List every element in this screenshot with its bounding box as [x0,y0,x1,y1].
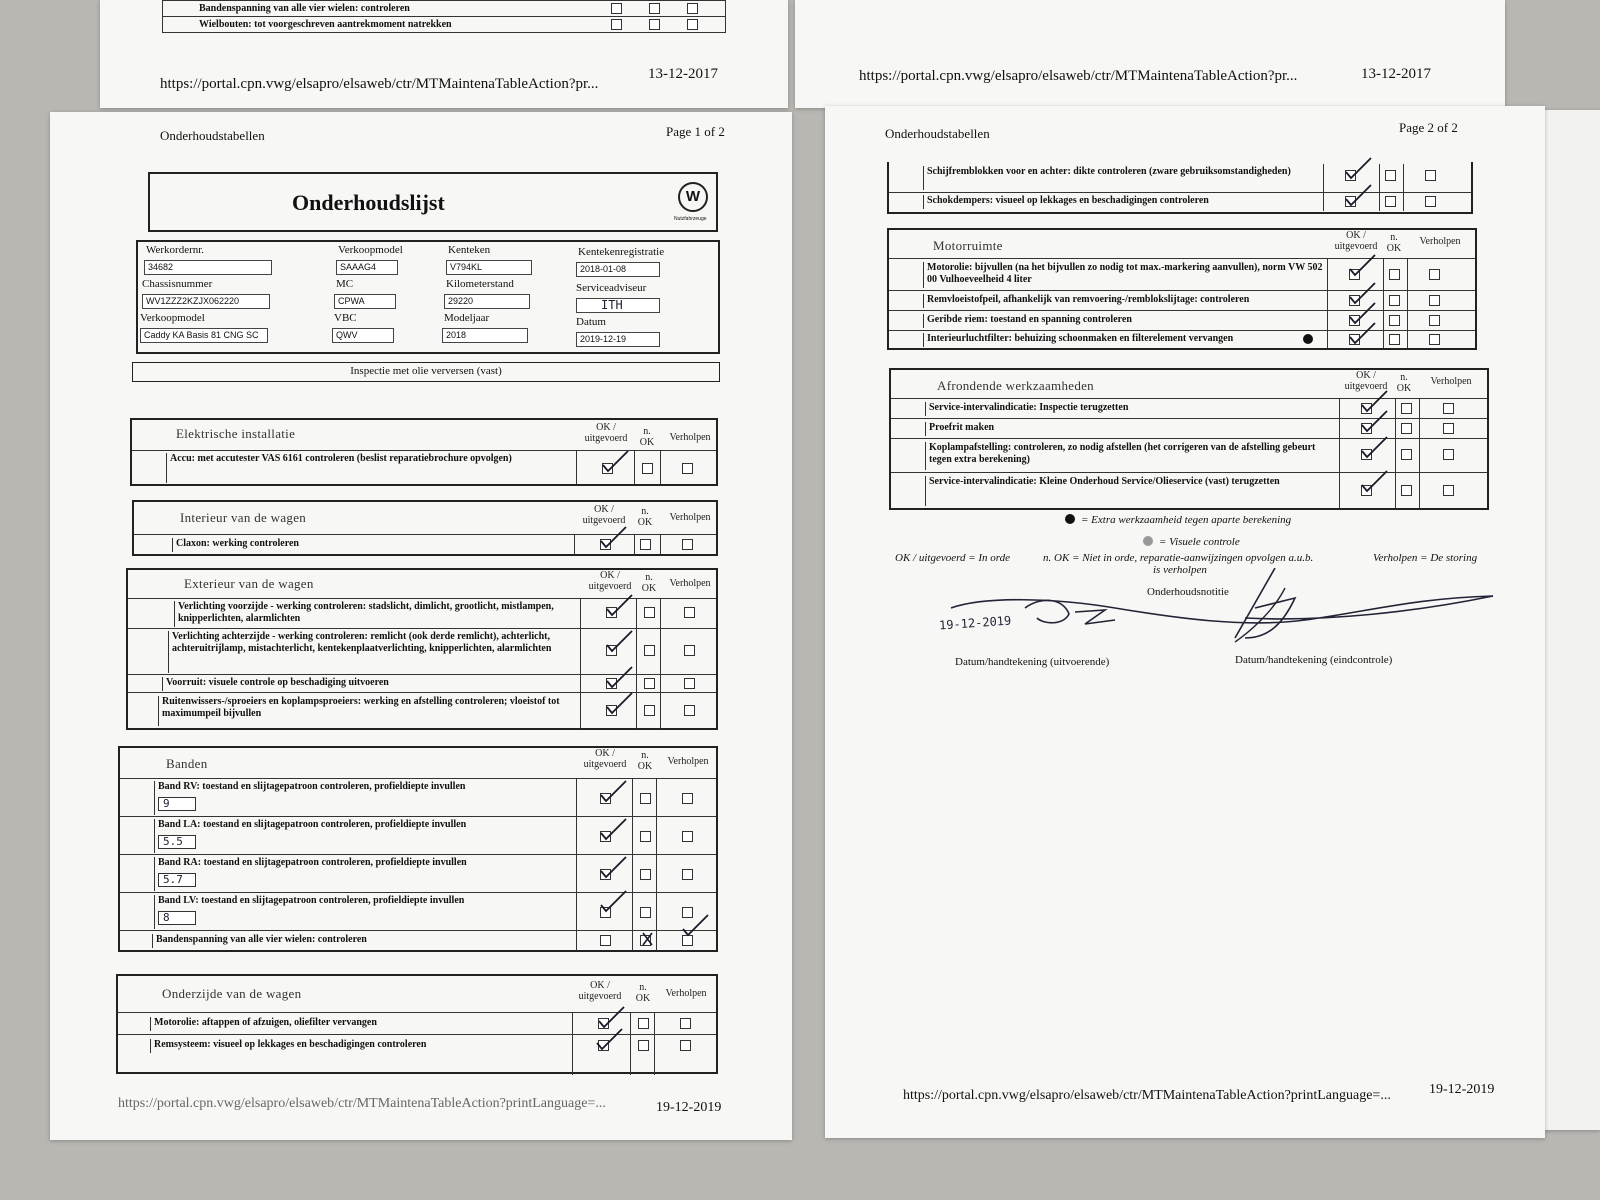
verholpen-checkbox[interactable] [682,793,693,804]
kentekenregistratie-label: Kentekenregistratie [578,246,665,258]
footer-date: 19-12-2019 [1429,1082,1495,1097]
nok-checkbox[interactable] [640,869,651,880]
nok-checkbox[interactable] [638,1018,649,1029]
vw-logo-subtitle: Nutzfahrzeuge [674,216,707,222]
kenteken-label: Kenteken [448,244,491,256]
verkoopmodel2-label: Verkoopmodel [140,312,205,324]
werkordernr-label: Werkordernr. [146,244,205,256]
col-header-ok: OK / uitgevoerd [584,422,628,444]
signature-label-executor: Datum/handtekening (uitvoerende) [955,656,1110,668]
ok-checkbox[interactable] [611,19,622,30]
verholpen-checkbox[interactable] [1425,196,1436,207]
kentekenregistratie-field[interactable]: 2018-01-08 [576,262,660,277]
col-header-verholpen: Verholpen [1419,236,1461,247]
col-header-nok: n. OK [641,572,657,594]
table-row [891,418,1487,438]
page-title: Onderhoudslijst [292,190,445,215]
verholpen-checkbox[interactable] [1425,170,1436,181]
ok-checkbox[interactable] [1361,403,1372,414]
section-banden [118,746,718,952]
footer-url: https://portal.cpn.vwg/elsapro/elsaweb/ctr/MTMaintenaTableAction?pr... [859,68,1298,84]
col-header-nok: n. OK [637,750,653,772]
table-row [120,854,716,892]
kilometerstand-label: Kilometerstand [446,278,514,290]
col-header-ok: OK / uitgevoerd [1334,230,1378,252]
table-row [891,438,1487,472]
nok-checkbox[interactable] [640,907,651,918]
ok-checkbox[interactable] [1349,315,1360,326]
verholpen-checkbox[interactable] [687,3,698,14]
footer-url: https://portal.cpn.vwg/elsapro/elsaweb/ctr/MTMaintenaTableAction?pr... [160,76,599,92]
chassisnummer-label: Chassisnummer [142,278,213,290]
col-header-ok: OK / uitgevoerd [588,570,632,592]
ok-checkbox[interactable] [598,1018,609,1029]
item-label: Band RV: toestand en slijtagepatroon controleren, profieldiepte invullen [154,781,574,815]
item-label: Verlichting achterzijde - werking controleren: remlicht (ook derde remlicht), achterlicht, achteruitrijlamp, mistachterlicht, kentekenplaatverlichting, knipperlichten, alarmlichten [168,631,578,673]
mc-label: MC [336,278,354,290]
col-header-ok: OK / uitgevoerd [578,980,622,1002]
nok-checkbox[interactable] [640,539,651,550]
table-row [118,1012,716,1034]
section-title: Exterieur van de wagen [184,576,314,591]
table-row [891,398,1487,418]
col-header-verholpen: Verholpen [669,578,711,589]
previous-page-strip-right [795,0,1505,108]
title-box [148,172,718,232]
ok-checkbox[interactable] [600,539,611,550]
table-row [889,290,1475,310]
table-row [128,692,716,728]
nok-checkbox[interactable] [638,1040,649,1051]
tread-depth-field[interactable]: 5.7 [158,873,196,887]
item-label: Interieurluchtfilter: behuizing schoonmaken en filterelement vervangen [923,333,1325,347]
nok-checkbox[interactable] [1385,170,1396,181]
ok-checkbox[interactable] [606,705,617,716]
vbc-field[interactable]: QWV [332,328,394,343]
verholpen-checkbox[interactable] [682,907,693,918]
page-number: Page 1 of 2 [666,124,725,139]
nok-checkbox[interactable] [1401,449,1412,460]
verkoopmodel-field[interactable]: SAAAG4 [336,260,398,275]
maintenance-page-2 [825,106,1545,1138]
ok-checkbox[interactable] [600,907,611,918]
signature-date: 19-12-2019 [938,613,1012,633]
verholpen-checkbox[interactable] [682,935,693,946]
verholpen-checkbox[interactable] [682,831,693,842]
nok-checkbox[interactable] [640,831,651,842]
ok-checkbox[interactable] [1345,170,1356,181]
table-row [134,534,716,554]
verholpen-checkbox[interactable] [680,1040,691,1051]
table-row [132,450,716,484]
col-header-nok: n. OK [1386,232,1402,254]
legend-ok: OK / uitgevoerd = In orde [895,552,1011,564]
verholpen-checkbox[interactable] [1443,423,1454,434]
previous-page-table [162,0,726,33]
document-header: Onderhoudstabellen [160,128,265,143]
ok-checkbox[interactable] [1361,449,1372,460]
vw-logo: W [678,182,708,212]
nok-checkbox[interactable] [1389,315,1400,326]
ok-checkbox[interactable] [1349,334,1360,345]
section-title: Onderzijde van de wagen [162,986,302,1001]
legend-verholpen: Verholpen = De storing [1373,552,1478,564]
maintenance-note-label: Onderhoudsnotitie [1147,586,1229,598]
verholpen-checkbox[interactable] [1443,485,1454,496]
section-title: Elektrische installatie [176,426,296,441]
col-header-ok: OK / uitgevoerd [583,748,627,770]
signature-label-final-check: Datum/handtekening (eindcontrole) [1235,654,1393,666]
item-label: Proefrit maken [925,422,1335,436]
nok-checkbox[interactable] [1401,485,1412,496]
verholpen-checkbox[interactable] [1429,315,1440,326]
vehicle-info-box [136,240,720,354]
nok-checkbox[interactable] [649,19,660,30]
table-row [889,258,1475,290]
nok-checkbox[interactable] [640,793,651,804]
nok-checkbox[interactable] [1389,334,1400,345]
verholpen-checkbox[interactable] [1429,295,1440,306]
tread-depth-field[interactable]: 9 [158,797,196,811]
extra-work-bullet-icon [1303,334,1313,344]
item-label: Claxon: werking controleren [172,538,572,552]
section-title: Interieur van de wagen [180,510,307,525]
verholpen-checkbox[interactable] [682,869,693,880]
ok-checkbox[interactable] [1345,196,1356,207]
verholpen-checkbox[interactable] [1443,403,1454,414]
col-header-verholpen: Verholpen [669,432,711,443]
item-label: Verlichting voorzijde - werking controleren: stadslicht, dimlicht, grootlicht, mistlampen, knipperlichten, alarmlichten [174,601,578,627]
row-label: Wielbouten: tot voorgeschreven aantrekmoment natrekken [199,19,452,30]
legend-visual-check: = Visuele controle [1143,536,1240,548]
datum-label: Datum [576,316,606,328]
row-label: Bandenspanning van alle vier wielen: controleren [199,3,410,14]
item-label: Bandenspanning van alle vier wielen: controleren [152,934,574,948]
ok-checkbox[interactable] [606,678,617,689]
verkoopmodel2-field[interactable]: Caddy KA Basis 81 CNG SC [140,328,268,343]
table-row [128,598,716,628]
item-label: Voorruit: visuele controle op beschadiging uitvoeren [162,677,578,691]
page-number: Page 2 of 2 [1399,120,1458,135]
ok-checkbox[interactable] [606,607,617,618]
nok-checkbox[interactable] [1385,196,1396,207]
nok-checkbox[interactable] [644,607,655,618]
tread-depth-field[interactable]: 8 [158,911,196,925]
verholpen-checkbox[interactable] [1429,334,1440,345]
item-label: Ruitenwissers-/sproeiers en koplampsproeiers: werking en afstelling controleren; vloeistof tot maximumpeil bijvullen [158,696,578,726]
nok-checkbox[interactable] [1389,295,1400,306]
werkordernr-field[interactable]: 34682 [144,260,272,275]
col-header-verholpen: Verholpen [669,512,711,523]
ok-checkbox[interactable] [600,831,611,842]
verholpen-checkbox[interactable] [682,539,693,550]
serviceadviseur-field[interactable]: ITH [576,298,660,313]
nok-checkbox[interactable] [1389,269,1400,280]
verholpen-checkbox[interactable] [684,607,695,618]
datum-field[interactable]: 2019-12-19 [576,332,660,347]
section-title: Afrondende werkzaamheden [937,378,1094,393]
ok-checkbox[interactable] [602,463,613,474]
section-elektrische-installatie [130,418,718,486]
table-row [163,16,725,32]
section-interieur [132,500,718,556]
item-label: Schijfremblokken voor en achter: dikte controleren (zware gebruiksomstandigheden) [923,166,1315,190]
verholpen-checkbox[interactable] [684,678,695,689]
serviceadviseur-label: Serviceadviseur [576,282,647,294]
section-motorruimte [887,228,1477,350]
col-header-verholpen: Verholpen [665,988,707,999]
table-row [889,192,1471,210]
legend-nok: n. OK = Niet in orde, reparatie-aanwijzingen opvolgen a.u.b. is verholpen [1043,552,1314,576]
signature-scribble [945,568,1505,668]
verholpen-checkbox[interactable] [684,705,695,716]
section-exterieur [126,568,718,730]
table-row [889,330,1475,348]
ok-checkbox[interactable] [1361,485,1372,496]
col-header-verholpen: Verholpen [667,756,709,767]
verholpen-checkbox[interactable] [680,1018,691,1029]
ok-checkbox[interactable] [1349,295,1360,306]
ok-checkbox[interactable] [1349,269,1360,280]
nok-checkbox[interactable] [1401,423,1412,434]
item-label: Remvloeistofpeil, afhankelijk van remvoering-/remblokslijtage: controleren [923,294,1325,308]
item-label: Schokdempers: visueel op lekkages en beschadigingen controleren [923,195,1315,209]
item-label: Service-intervalindicatie: Kleine Onderhoud Service/Olieservice (vast) terugzetten [925,476,1335,506]
previous-page-strip-left [100,0,788,108]
col-header-ok: OK / uitgevoerd [582,504,626,526]
table-row [118,1034,716,1056]
inspection-type-banner: Inspectie met olie verversen (vast) [132,362,720,382]
footer-date: 13-12-2017 [648,66,718,82]
table-row [163,0,725,16]
table-row [120,892,716,930]
verholpen-checkbox[interactable] [1429,269,1440,280]
nok-checkbox[interactable] [642,463,653,474]
footer-date: 19-12-2019 [656,1100,722,1115]
vbc-label: VBC [334,312,357,324]
section-continuation [887,162,1473,214]
verholpen-checkbox[interactable] [682,463,693,474]
col-header-verholpen: Verholpen [1430,376,1472,387]
ok-checkbox[interactable] [600,869,611,880]
item-label: Band LV: toestand en slijtagepatroon controleren, profieldiepte invullen [154,895,574,929]
table-row [120,930,716,950]
item-label: Service-intervalindicatie: Inspectie terugzetten [925,402,1335,416]
maintenance-page-1 [50,112,792,1140]
table-row [120,778,716,816]
table-row [120,816,716,854]
ok-checkbox[interactable] [606,645,617,656]
ok-checkbox[interactable] [600,793,611,804]
document-header: Onderhoudstabellen [885,126,990,141]
nok-checkbox[interactable] [1401,403,1412,414]
table-row [891,472,1487,508]
visual-check-icon [1143,536,1153,546]
item-label: Remsysteem: visueel op lekkages en beschadigingen controleren [150,1039,570,1053]
section-title: Motorruimte [933,238,1003,253]
item-label: Motorolie: aftappen of afzuigen, oliefilter vervangen [150,1017,570,1031]
nok-checkbox[interactable] [640,935,651,946]
ok-checkbox[interactable] [611,3,622,14]
col-header-nok: n. OK [635,982,651,1004]
table-row [889,310,1475,330]
section-afrondende-werkzaamheden [889,368,1489,510]
chassisnummer-field[interactable]: WV1ZZZ2KZJX062220 [142,294,270,309]
mc-field[interactable]: CPWA [334,294,396,309]
ok-checkbox[interactable] [600,935,611,946]
nok-checkbox[interactable] [644,705,655,716]
table-row [128,628,716,674]
modeljaar-field[interactable]: 2018 [442,328,528,343]
table-row [128,674,716,692]
section-title: Banden [166,756,208,771]
item-label: Motorolie: bijvullen (na het bijvullen zo nodig tot max.-markering aanvullen), norm VW 502 00 Vulhoeveelheid 4 liter [923,262,1325,288]
section-onderzijde [116,974,718,1074]
table-row [889,164,1471,192]
verholpen-checkbox[interactable] [687,19,698,30]
modeljaar-label: Modeljaar [444,312,490,324]
item-label: Band LA: toestand en slijtagepatroon controleren, profieldiepte invullen [154,819,574,853]
item-label: Accu: met accutester VAS 6161 controleren (beslist reparatiebrochure opvolgen) [166,453,576,483]
footer-url: https://portal.cpn.vwg/elsapro/elsaweb/ctr/MTMaintenaTableAction?printLanguage=... [903,1088,1391,1103]
col-header-nok: n. OK [639,426,655,448]
footer-url: https://portal.cpn.vwg/elsapro/elsaweb/ctr/MTMaintenaTableAction?printLanguage=... [118,1096,606,1111]
nok-checkbox[interactable] [644,645,655,656]
item-label: Band RA: toestand en slijtagepatroon controleren, profieldiepte invullen [154,857,574,891]
col-header-ok: OK / uitgevoerd [1344,370,1388,392]
tread-depth-field[interactable]: 5.5 [158,835,196,849]
item-label: Koplampafstelling: controleren, zo nodig afstellen (het corrigeren van de afstelling gebeurt tegen extra berekening) [925,442,1335,470]
nok-checkbox[interactable] [644,678,655,689]
verholpen-checkbox[interactable] [1443,449,1454,460]
ok-checkbox[interactable] [598,1040,609,1051]
legend-extra-work: = Extra werkzaamheid tegen aparte berekening [1065,514,1291,526]
footer-date: 13-12-2017 [1361,66,1431,82]
kenteken-field[interactable]: V794KL [446,260,532,275]
verkoopmodel-label: Verkoopmodel [338,244,403,256]
item-label: Geribde riem: toestand en spanning controleren [923,314,1325,328]
extra-work-bullet-icon [1065,514,1075,524]
kilometerstand-field[interactable]: 29220 [444,294,530,309]
col-header-nok: n. OK [1396,372,1412,394]
verholpen-checkbox[interactable] [684,645,695,656]
nok-checkbox[interactable] [649,3,660,14]
ok-checkbox[interactable] [1361,423,1372,434]
col-header-nok: n. OK [637,506,653,528]
